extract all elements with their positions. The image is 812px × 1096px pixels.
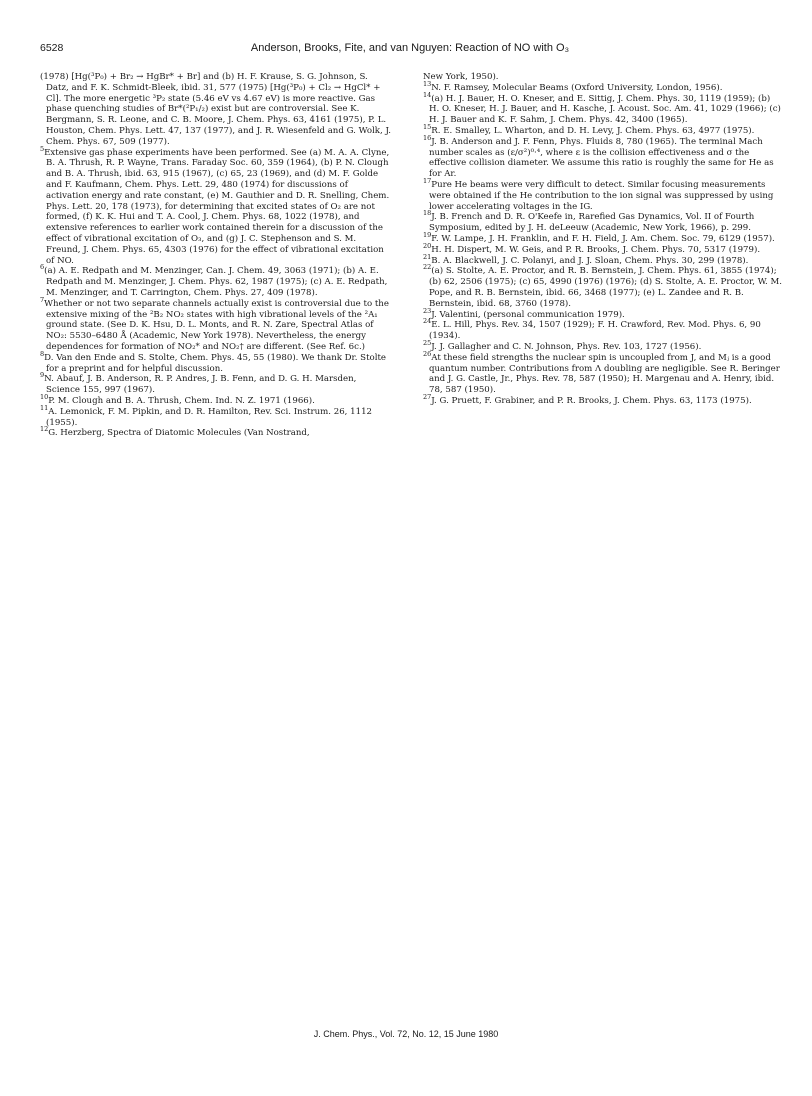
reference-number: 7 xyxy=(40,295,45,304)
reference-entry xyxy=(423,349,783,396)
reference-number: 22 xyxy=(423,263,432,272)
reference-text: J. G. Pruett, F. Grabiner, and P. R. Brooks, J. Chem. Phys. 63, 1173 (1975). xyxy=(431,395,752,406)
reference-entry xyxy=(423,79,783,94)
reference-text: J. B. French and D. R. O'Keefe in, Rarefied Gas Dynamics, Vol. II of Fourth Symposium, edited by J. H. deLeeuw (Academic, New York, 1966), p. 299. xyxy=(429,212,755,234)
reference-number: 6 xyxy=(40,263,45,272)
reference-text: F. W. Lampe, J. H. Franklin, and F. H. Field, J. Am. Chem. Soc. 79, 6129 (1957). xyxy=(431,233,775,244)
reference-entry xyxy=(40,371,392,396)
reference-number: 27 xyxy=(423,393,432,402)
reference-entry xyxy=(40,72,392,148)
reference-entry xyxy=(423,177,783,212)
reference-number: 9 xyxy=(40,371,45,380)
reference-text: P. M. Clough and B. A. Thrush, Chem. Ind. N. Z. 1971 (1966). xyxy=(48,395,315,406)
reference-entry xyxy=(40,393,392,407)
reference-text: (1978) [Hg(³P₀) + Br₂ → HgBr* + Br] and (b) H. F. Krause, S. G. Johnson, S. Datz, and F. K. Schmidt-Bleek, ibid. 31, 577 (1975) [Hg(³P₀) + Cl₂ → HgCl* + Cl]. The more energetic ³P₂ state (5.46 eV vs 4.67 eV) is more reactive. Gas phase quenching studies of Br*(²P₁/₂) exist but are controversial. See K. Bergmann, S. R. Leone, and C. B. Moore, J. Chem. Phys. 63, 4161 (1975), P. L. Houston, Chem. Phys. Lett. 47, 137 (1977), and J. R. Wiesenfeld and G. Wolk, J. Chem. Phys. 67, 509 (1977). xyxy=(40,72,391,147)
reference-text: J. B. Anderson and J. F. Fenn, Phys. Fluids 8, 780 (1965). The terminal Mach number scales as (ε/σ²)⁰·⁴, where ε is the collision effectiveness and σ the effective collision diameter. We assume this ratio is roughly the same for He as for Ar. xyxy=(429,136,774,180)
page-number: 6528 xyxy=(40,42,64,54)
reference-entry xyxy=(40,263,392,298)
reference-number: 21 xyxy=(423,252,432,261)
reference-number: 23 xyxy=(423,306,432,315)
reference-number: 14 xyxy=(423,90,432,99)
reference-number: 26 xyxy=(423,349,432,358)
reference-text: H. H. Dispert, M. W. Geis, and P. R. Brooks, J. Chem. Phys. 70, 5317 (1979). xyxy=(431,244,761,255)
reference-text: J. J. Gallagher and C. N. Johnson, Phys. Rev. 103, 1727 (1956). xyxy=(431,341,702,352)
reference-number: 15 xyxy=(423,123,432,132)
reference-text: N. F. Ramsey, Molecular Beams (Oxford University, London, 1956). xyxy=(431,82,723,93)
reference-number: 17 xyxy=(423,177,432,186)
reference-number: 25 xyxy=(423,339,432,348)
reference-text: J. Valentini, (personal communication 1979). xyxy=(431,309,625,320)
reference-text: B. A. Blackwell, J. C. Polanyi, and J. J. Sloan, Chem. Phys. 30, 299 (1978). xyxy=(431,255,749,266)
reference-number: 10 xyxy=(40,393,49,402)
reference-number: 13 xyxy=(423,79,432,88)
reference-entry xyxy=(423,252,783,267)
page-header xyxy=(40,40,780,62)
reference-text: (a) S. Stolte, A. E. Proctor, and R. B. Bernstein, J. Chem. Phys. 61, 3855 (1974); (b) 62, 2506 (1975); (c) 65, 4990 (1976) (1976); (d) S. Stolte, A. E. Proctor, W. M. Pope, and R. B. Bernstein, ibid. 66, 3468 (1977); (e) L. Zandee and R. B. Bernstein, ibid. 68, 3760 (1978). xyxy=(429,266,783,309)
reference-number: 18 xyxy=(423,209,432,218)
reference-entry xyxy=(423,263,783,309)
reference-text: G. Herzberg, Spectra of Diatomic Molecules (Van Nostrand, xyxy=(48,428,310,439)
reference-entry xyxy=(423,317,783,342)
reference-text: D. Van den Ende and S. Stolte, Chem. Phys. 45, 55 (1980). We thank Dr. Stolte for a preprint and for helpful discussion. xyxy=(44,352,386,374)
reference-text: A. Lemonick, F. M. Pipkin, and D. R. Hamilton, Rev. Sci. Instrum. 26, 1112 (1955). xyxy=(46,406,373,428)
reference-entry xyxy=(423,393,783,407)
running-title: Anderson, Brooks, Fite, and van Nguyen: Reaction of NO with O₃ xyxy=(250,42,570,54)
reference-entry xyxy=(40,349,392,375)
reference-entry xyxy=(423,209,783,234)
reference-number: 16 xyxy=(423,133,432,142)
reference-entry xyxy=(40,425,392,439)
reference-entry xyxy=(40,144,392,267)
reference-number: 8 xyxy=(40,349,45,358)
reference-entry xyxy=(423,123,783,137)
reference-number: 20 xyxy=(423,241,432,250)
reference-entry xyxy=(423,72,783,83)
reference-text: (a) A. E. Redpath and M. Menzinger, Can. J. Chem. 49, 3063 (1971); (b) A. E. Redpath and M. Menzinger, J. Chem. Phys. 62, 1987 (1975); (c) A. E. Redpath, M. Menzinger, and T. Carrington, Chem. Phys. 27, 409 (1978). xyxy=(44,266,388,298)
reference-entry xyxy=(423,306,783,321)
reference-number: 19 xyxy=(423,231,432,240)
reference-text: E. L. Hill, Phys. Rev. 34, 1507 (1929); F. H. Crawford, Rev. Mod. Phys. 6, 90 (1934). xyxy=(429,320,761,342)
reference-number: 11 xyxy=(40,403,49,412)
left-column xyxy=(40,72,392,439)
reference-text: Whether or not two separate channels actually exist is controversial due to the extensive mixing of the ²B₂ NO₂ states with high vibrational levels of the ²A₁ ground state. (See D. K. Hsu, D. L. Monts, and R. N. Zare, Spectral Atlas of NO₂: 5530–6480 Å (Academic, New York 1978). Nevertheless, the energy dependences for formation of NO₂* and NO₂† are different. (See Ref. 6c.) xyxy=(44,298,389,352)
reference-text: R. E. Smalley, L. Wharton, and D. H. Levy, J. Chem. Phys. 63, 4977 (1975). xyxy=(431,125,755,136)
reference-entry xyxy=(423,339,783,353)
reference-text: Extensive gas phase experiments have been performed. See (a) M. A. A. Clyne, B. A. Thrush, R. P. Wayne, Trans. Faraday Soc. 60, 359 (1964), (b) P. N. Clough and B. A. Thrush, ibid. 63, 915 (1967), (c) 65, 23 (1969), and (d) M. F. Golde and F. Kaufmann, Chem. Phys. Lett. 29, 480 (1974) for discussions of activation energy and rate constant, (e) M. Gauthier and D. R. Snelling, Chem. Phys. Lett. 20, 178 (1973), for determining that excited states of O₂ are not formed, (f) K. K. Hui and T. A. Cool, J. Chem. Phys. 68, 1022 (1978), and extensive references to earlier work contained therein for a discussion of the effect of vibrational excitation of O₃, and (g) J. C. Stephenson and S. M. Freund, J. Chem. Phys. 65, 4303 (1976) for the effect of vibrational excitation of NO. xyxy=(44,147,390,266)
reference-entry xyxy=(423,241,783,256)
reference-number: 12 xyxy=(40,425,49,434)
reference-entry xyxy=(423,231,783,245)
reference-text: N. Abauf, J. B. Anderson, R. P. Andres, J. B. Fenn, and D. G. H. Marsden, Science 155, 997 (1967). xyxy=(44,374,357,396)
reference-entry xyxy=(40,295,392,353)
reference-text: (a) H. J. Bauer, H. O. Kneser, and E. Sittig, J. Chem. Phys. 30, 1119 (1959); (b) H. O. Kneser, H. J. Bauer, and H. Kasche, J. Acoust. Soc. Am. 41, 1029 (1966); (c) H. J. Bauer and K. F. Sahm, J. Chem. Phys. 42, 3400 (1965). xyxy=(429,93,781,126)
reference-number: 5 xyxy=(40,144,45,153)
reference-entry xyxy=(40,403,392,429)
reference-text: New York, 1950). xyxy=(423,72,499,82)
journal-footer: J. Chem. Phys., Vol. 72, No. 12, 15 June 1980 xyxy=(313,1029,499,1039)
reference-entry xyxy=(423,133,783,180)
reference-entry xyxy=(423,90,783,126)
reference-text: Pure He beams were very difficult to detect. Similar focusing measurements were obtained if the He contribution to the ion signal was suppressed by using lower accelerating voltages in the IG. xyxy=(429,179,774,212)
reference-text: At these field strengths the nuclear spin is uncoupled from J, and Mⱼ is a good quantum number. Contributions from Λ doubling are negligible. See R. Beringer and J. G. Castle, Jr., Phys. Rev. 78, 587 (1950); H. Margenau and A. Henry, ibid. 78, 587 (1950). xyxy=(429,352,780,396)
reference-number: 24 xyxy=(423,317,432,326)
right-column xyxy=(423,72,783,407)
